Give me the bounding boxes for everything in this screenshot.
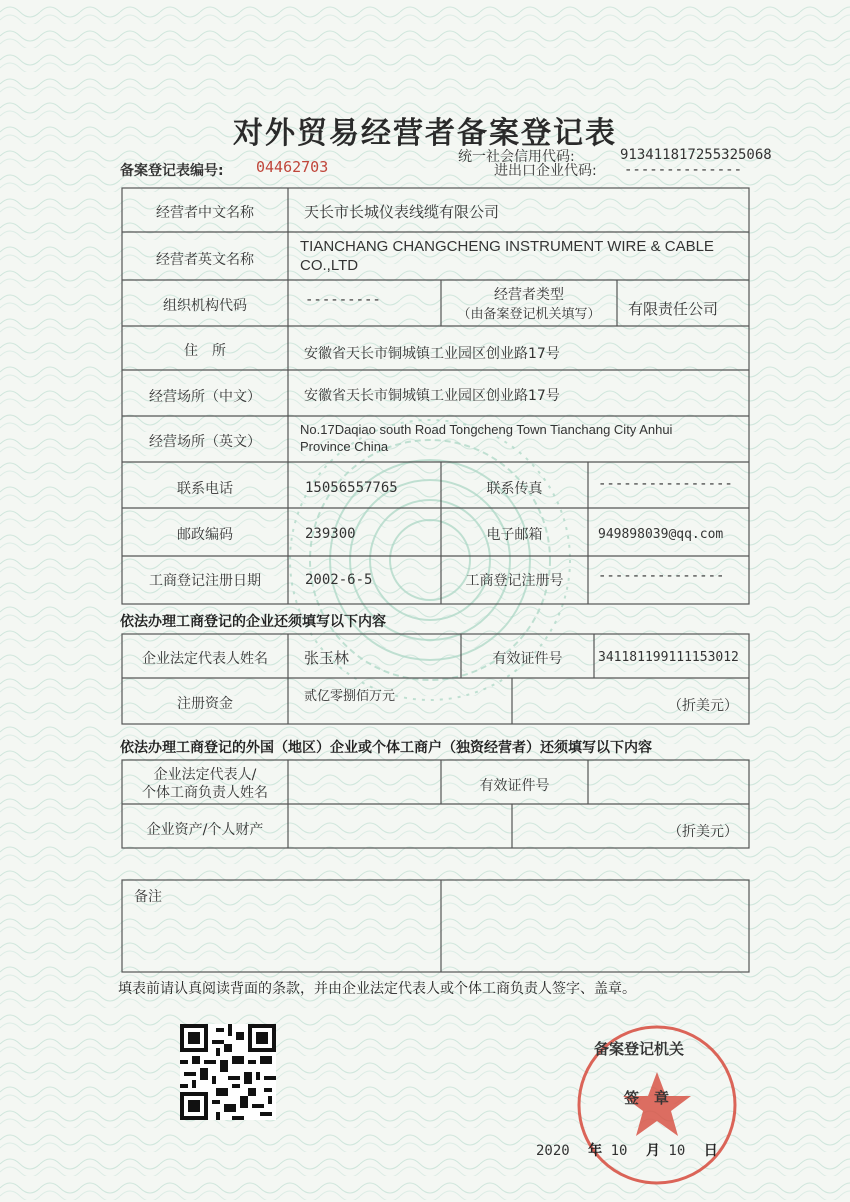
section3-rep-label-line2: 个体工商负责人姓名 [142,785,268,801]
remarks-label: 备注 [134,889,162,905]
section3-rep-label-line1: 企业法定代表人/ [153,767,257,783]
type-label-line2: （由备案登记机关填写） [457,307,601,322]
reg-date-label: 工商登记注册日期 [149,573,261,589]
section2-capital: 贰亿零捌佰万元 [304,689,396,704]
remarks-note: 填表前请认真阅读背面的条款，并由企业法定代表人或个体工商负责人签字、盖章。 [118,981,636,997]
record-no: 04462703 [256,158,329,176]
address-label: 住 所 [184,343,226,359]
email: 949898039@qq.com [598,527,724,542]
record-no-label: 备案登记表编号: [120,163,224,179]
place-en-line2: Province China [300,439,389,454]
sign-day: 10 [668,1143,686,1159]
place-en-label: 经营场所（英文） [149,434,261,450]
cn-name-label: 经营者中文名称 [156,205,254,221]
sign-month-suffix: 月 [645,1143,660,1159]
seal-label: 签 章 [624,1089,670,1107]
postcode: 239300 [305,526,356,542]
sign-day-suffix: 日 [703,1143,718,1159]
credit-code: 913411817255325068 [620,147,772,163]
authority-label: 备案登记机关 [594,1040,685,1058]
section2-heading: 依法办理工商登记的企业还须填写以下内容 [120,614,386,630]
credit-code-label: 统一社会信用代码: [458,149,575,165]
document-title: 对外贸易经营者备案登记表 [233,116,617,151]
phone: 15056557765 [305,480,398,496]
reg-no-label: 工商登记注册号 [465,573,564,589]
section2-capital-unit: （折美元） [668,698,738,714]
section3-heading: 依法办理工商登记的外国（地区）企业或个体工商户（独资经营者）还须填写以下内容 [120,740,652,756]
place-cn-label: 经营场所（中文） [149,389,261,405]
section3-assets-label: 企业资产/个人财产 [146,822,264,838]
sign-year-suffix: 年 [588,1143,603,1159]
en-name-label: 经营者英文名称 [156,252,254,268]
section2-capital-label: 注册资金 [177,696,233,712]
place-cn: 安徽省天长市铜城镇工业园区创业路17号 [304,388,560,404]
fax: ---------------- [598,476,733,492]
sign-month: 10 [610,1143,628,1159]
section2-id: 341181199111153012 [598,650,739,665]
sign-date [536,1140,718,1160]
cn-name: 天长市长城仪表线缆有限公司 [304,203,500,221]
address: 安徽省天长市铜城镇工业园区创业路17号 [304,346,560,362]
postcode-label: 邮政编码 [177,527,233,543]
org-code-label: 组织机构代码 [163,298,247,314]
section2-rep: 张玉林 [304,649,350,667]
phone-label: 联系电话 [177,481,233,497]
section3-id-label: 有效证件号 [479,778,550,794]
sign-year: 2020 [536,1143,570,1159]
en-name-line2: CO.,LTD [300,257,359,274]
qr-code [180,1024,276,1120]
type-value: 有限责任公司 [628,300,719,318]
fax-label: 联系传真 [486,481,543,497]
section2-id-label: 有效证件号 [492,651,563,667]
import-export-code: -------------- [624,162,743,178]
email-label: 电子邮箱 [486,527,543,543]
import-export-code-label: 进出口企业代码: [494,163,597,179]
en-name-line1: TIANCHANG CHANGCHENG INSTRUMENT WIRE & CABLE [300,238,714,255]
reg-no: --------------- [598,568,725,584]
type-label-line1: 经营者类型 [494,287,564,303]
org-code: --------- [305,292,381,308]
section2-rep-label: 企业法定代表人姓名 [142,651,268,667]
reg-date: 2002-6-5 [305,572,373,588]
section3-assets-unit: （折美元） [668,824,738,840]
place-en-line1: No.17Daqiao south Road Tongcheng Town Tianchang City Anhui [300,422,673,437]
